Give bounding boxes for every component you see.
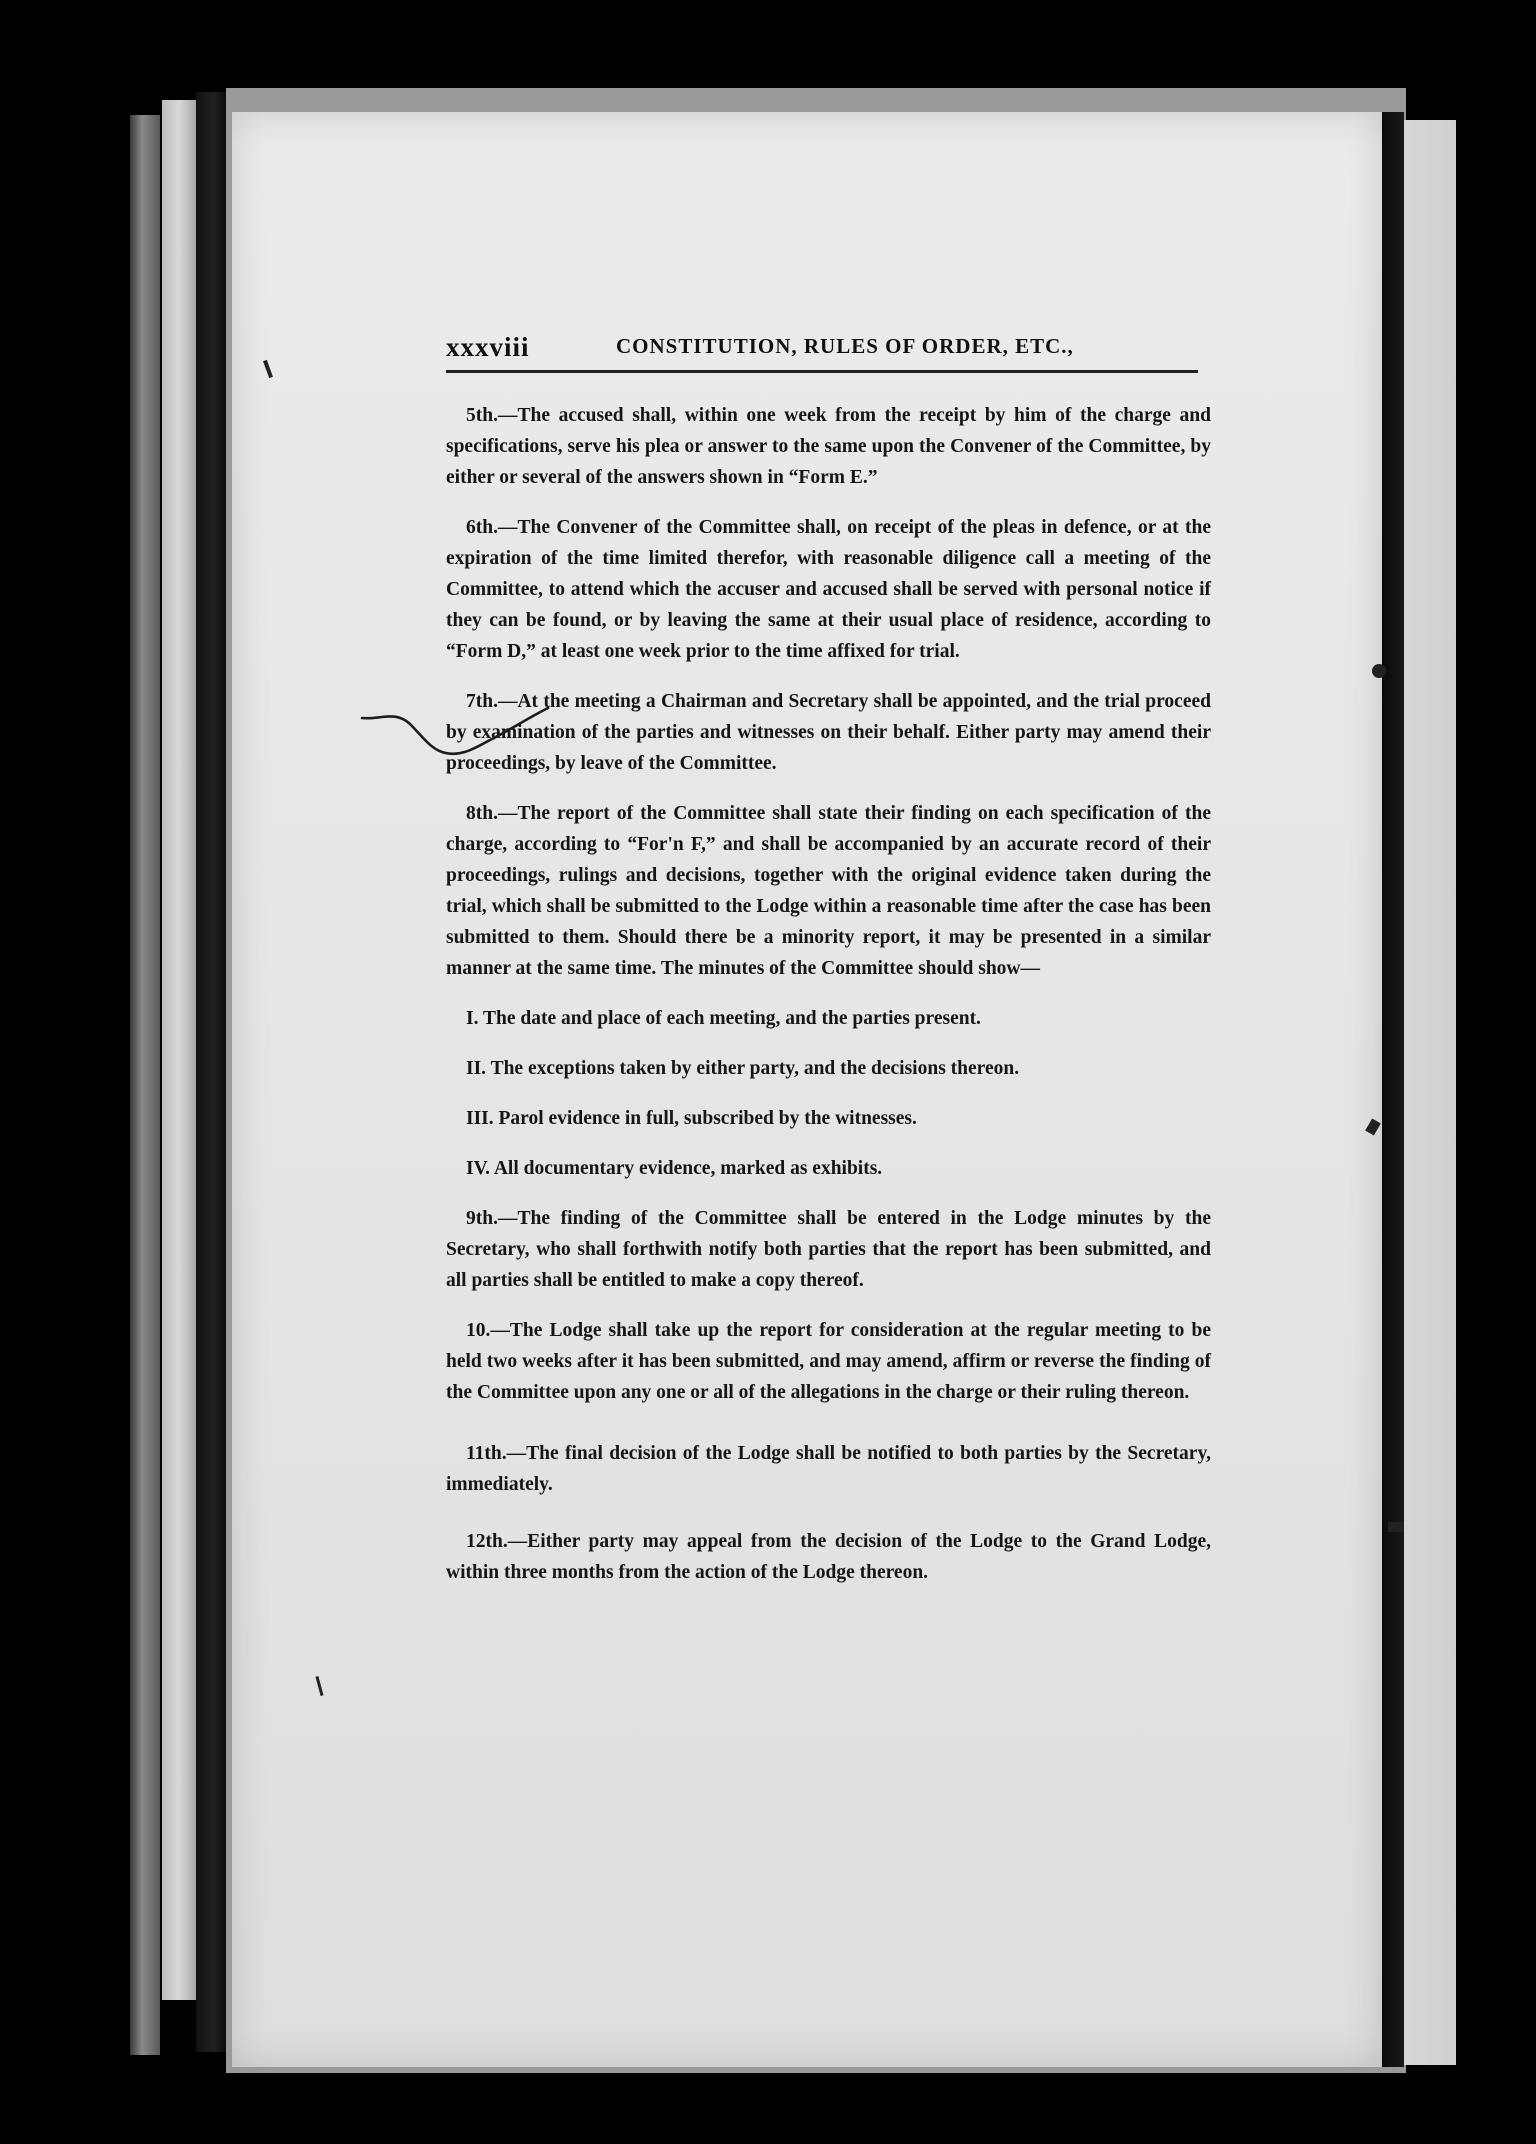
section-8th: 8th.—The report of the Committee shall state their finding on each specification of the charge, according to “For'n F,” and shall be accompanied by an accurate record of their proceedings, rulings and decisions, together with the original evidence taken during the trial, which shall be submitted to the Lodge within a reasonable time after the case has been submitted to them. Should there be a minority report, it may be presented in a similar manner at the same time. The minutes of the Committee should show— <box>446 803 1211 979</box>
page-number: xxxviii <box>446 332 530 362</box>
binding-edge <box>196 92 226 2052</box>
page-blemish <box>1372 664 1386 678</box>
page-blemish <box>1388 1522 1404 1532</box>
header-rule <box>446 370 1198 373</box>
section-5th: 5th.—The accused shall, within one week from the receipt by him of the charge and specifications, serve his plea or answer to the same upon the Convener of the Committee, by either or several of the answers shown in “Form E.” <box>446 405 1211 488</box>
list-item: III. Parol evidence in full, subscribed by the witnesses. <box>466 1108 917 1129</box>
binding-edge <box>162 100 196 2000</box>
section-6th: 6th.—The Convener of the Committee shall, on receipt of the pleas in defence, or at the expiration of the time limited therefor, with reasonable diligence call a meeting of the Committee, to attend which the accuser and accused shall be served with personal notice if they can be found, or by leaving the same at their usual place of residence, according to “Form D,” at least one week prior to the time affixed for trial. <box>446 517 1211 662</box>
running-title: CONSTITUTION, RULES OF ORDER, ETC., <box>616 334 1074 358</box>
page-fold-edge <box>1382 112 1404 2067</box>
next-page-edge <box>1404 120 1456 2065</box>
section-10: 10.—The Lodge shall take up the report for consideration at the regular meeting to be held two weeks after it has been submitted, and may amend, affirm or reverse the finding of the Committee upon any one or all of the allegations in the charge or their ruling thereon. <box>446 1320 1211 1403</box>
list-item: IV. All documentary evidence, marked as exhibits. <box>466 1158 883 1179</box>
section-11th: 11th.—The final decision of the Lodge shall be notified to both parties by the Secretary, immediately. <box>446 1443 1211 1495</box>
section-12th: 12th.—Either party may appeal from the decision of the Lodge to the Grand Lodge, within three months from the action of the Lodge thereon. <box>446 1531 1211 1583</box>
section-9th: 9th.—The finding of the Committee shall be entered in the Lodge minutes by the Secretary, who shall forthwith notify both parties that the report has been submitted, and all parties shall be entitled to make a copy thereof. <box>446 1208 1211 1291</box>
binding-edge <box>130 115 160 2055</box>
page-header <box>446 326 1196 372</box>
pen-mark <box>360 700 550 780</box>
list-item: II. The exceptions taken by either party, and the decisions thereon. <box>466 1058 1020 1079</box>
page-body <box>446 400 1211 1607</box>
list-item: I. The date and place of each meeting, and the parties present. <box>466 1008 981 1029</box>
section-7th: 7th.—At the meeting a Chairman and Secretary shall be appointed, and the trial proceed by examination of the parties and witnesses on their behalf. Either party may amend their proceedings, by leave of the Committee. <box>446 691 1211 774</box>
